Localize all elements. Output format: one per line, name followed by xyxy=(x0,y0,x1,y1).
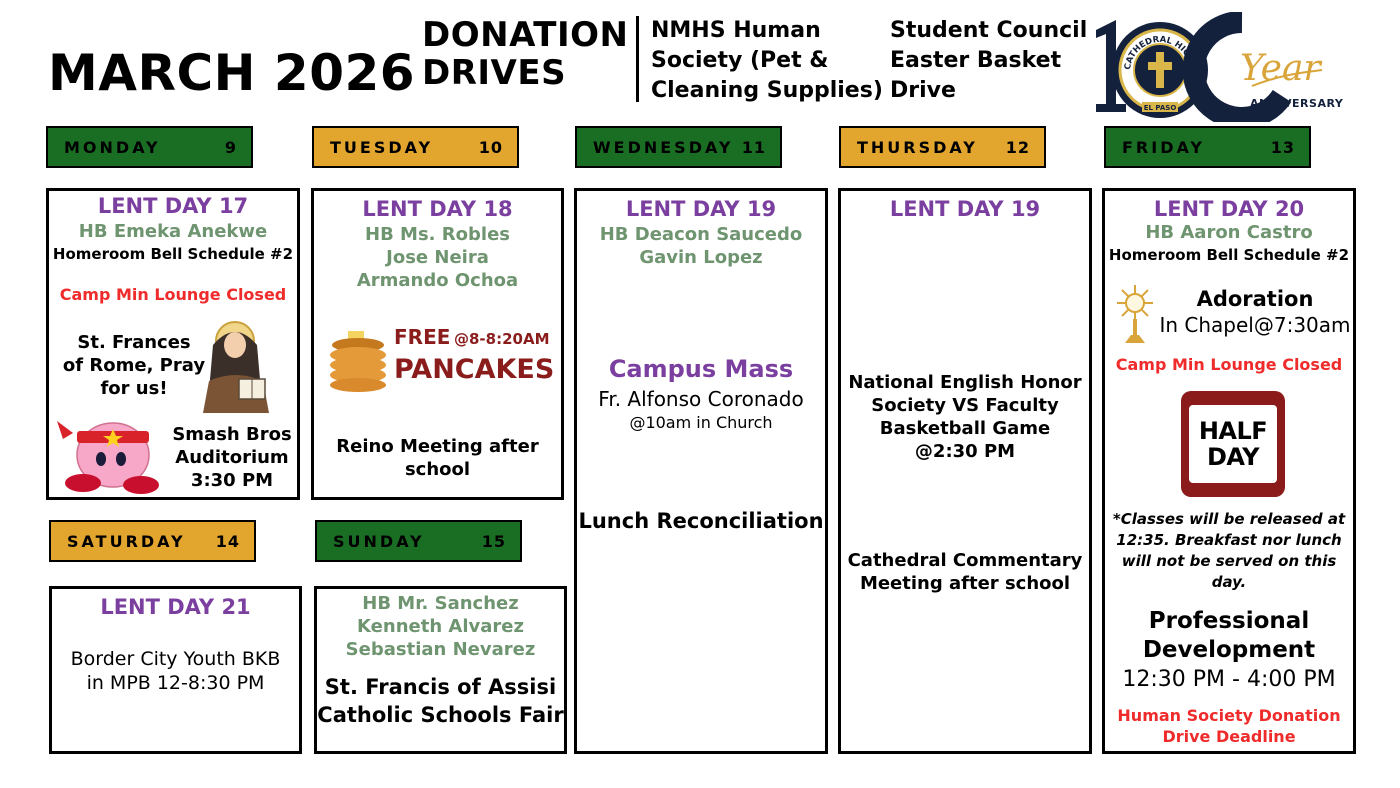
homeroom-blessing: HB Aaron Castro xyxy=(1145,222,1313,243)
adoration-event xyxy=(1155,287,1355,337)
hb-text-line: Kenneth Alvarez xyxy=(357,616,524,637)
game-text-line: National English Honor xyxy=(848,372,1082,393)
game-text-line: Society VS Faculty xyxy=(871,395,1059,416)
hb-text-line: HB Deacon Saucedo xyxy=(599,224,803,245)
pd-text-line: Development xyxy=(1142,637,1316,663)
day-name: WEDNESDAY xyxy=(593,137,734,157)
day-number: 9 xyxy=(224,137,237,157)
homeroom-blessing xyxy=(577,223,825,269)
commentary-text-line: Meeting after school xyxy=(859,573,1071,594)
day-header-wednesday xyxy=(575,126,782,168)
lent-day-label: LENT DAY 18 xyxy=(362,197,513,221)
game-text-line: Basketball Game xyxy=(879,418,1051,439)
header-divider xyxy=(636,16,639,102)
bkb-text-line: in MPB 12-8:30 PM xyxy=(86,672,265,694)
adoration-place: In Chapel@7:30am xyxy=(1159,313,1351,337)
commentary-meeting xyxy=(841,549,1089,595)
day-header-thursday xyxy=(839,126,1046,168)
smash-text-line: Smash Bros xyxy=(172,424,292,445)
pancakes-label: PANCAKES xyxy=(394,354,555,385)
drive-text-line: NMHS Human xyxy=(651,18,821,43)
lent-day-label: LENT DAY 19 xyxy=(889,197,1041,221)
hb-text-line: HB Mr. Sanchez xyxy=(362,593,519,614)
game-text-line: @2:30 PM xyxy=(914,441,1016,462)
saint-illustration xyxy=(199,321,273,413)
day-name: TUESDAY xyxy=(330,137,434,157)
pd-time: 12:30 PM - 4:00 PM xyxy=(1122,667,1336,692)
pancake-time: @8-8:20AM xyxy=(454,330,550,348)
pancakes-icon xyxy=(328,327,388,393)
fair-text-line: Catholic Schools Fair xyxy=(317,703,564,727)
pd-text-line: Professional xyxy=(1148,608,1310,634)
hb-text-line: Sebastian Nevarez xyxy=(345,639,536,660)
smash-text-line: 3:30 PM xyxy=(190,470,274,491)
hb-text-line: HB Ms. Robles xyxy=(365,224,510,245)
day-name: MONDAY xyxy=(64,137,161,157)
drive-text-line: Easter Basket xyxy=(890,48,1062,73)
campus-mass-title: Campus Mass xyxy=(608,355,794,383)
day-number: 11 xyxy=(741,137,766,157)
lounge-closed-notice: Camp Min Lounge Closed xyxy=(1115,355,1343,374)
donation-drive-easter-basket xyxy=(890,16,1100,106)
day-header-friday xyxy=(1104,126,1311,168)
homeroom-blessing xyxy=(317,592,564,661)
homeroom-blessing xyxy=(314,223,561,292)
day-box-thursday xyxy=(838,188,1092,754)
free-label: FREE xyxy=(394,325,451,349)
saint-text-line: St. Frances xyxy=(77,332,191,353)
day-header-sunday xyxy=(315,520,522,562)
saint-prayer xyxy=(59,331,209,400)
day-number: 15 xyxy=(481,531,506,551)
day-box-tuesday xyxy=(311,188,564,500)
drive-text-line: Cleaning Supplies) xyxy=(651,78,883,103)
bkb-text-line: Border City Youth BKB xyxy=(70,648,281,670)
day-box-sunday xyxy=(314,586,567,754)
bell-schedule: Homeroom Bell Schedule #2 xyxy=(52,245,294,263)
homeroom-blessing: HB Emeka Anekwe xyxy=(78,221,268,242)
day-box-monday xyxy=(46,188,300,500)
fair-text-line: St. Francis of Assisi xyxy=(324,675,557,699)
reino-text-line: Reino Meeting after xyxy=(336,436,539,457)
half-day-page xyxy=(1189,405,1277,483)
day-box-friday xyxy=(1102,188,1356,754)
donation-title-line: DONATION xyxy=(422,15,629,55)
lent-day-label: LENT DAY 21 xyxy=(100,595,251,619)
reino-text-line: school xyxy=(404,459,471,480)
mass-celebrant: Fr. Alfonso Coronado xyxy=(598,387,804,411)
day-number: 12 xyxy=(1005,137,1030,157)
day-header-saturday xyxy=(49,520,256,562)
hb-text-line: Jose Neira xyxy=(386,247,489,268)
day-box-saturday xyxy=(49,586,302,754)
day-name: SATURDAY xyxy=(67,531,186,551)
mass-time: @10am in Church xyxy=(629,413,773,432)
deadline-text-line: Drive Deadline xyxy=(1162,727,1296,746)
bell-schedule: Homeroom Bell Schedule #2 xyxy=(1108,246,1350,264)
half-day-icon xyxy=(1181,391,1285,497)
drive-text-line: Drive xyxy=(890,78,956,103)
kirby-illustration xyxy=(53,409,165,495)
half-day-text-line: DAY xyxy=(1206,443,1260,471)
lent-day-label: LENT DAY 17 xyxy=(97,194,249,218)
donation-title-line: DRIVES xyxy=(422,53,567,93)
day-box-wednesday xyxy=(574,188,828,754)
commentary-text-line: Cathedral Commentary xyxy=(847,550,1083,571)
adoration-title: Adoration xyxy=(1196,287,1314,311)
lounge-closed-notice: Camp Min Lounge Closed xyxy=(59,285,287,304)
anniversary-text: ANNIVERSARY xyxy=(1250,97,1344,110)
professional-development xyxy=(1105,607,1353,665)
day-header-tuesday xyxy=(312,126,519,168)
day-number: 10 xyxy=(478,137,503,157)
hb-text-line: Armando Ochoa xyxy=(356,270,519,291)
deadline-text-line: Human Society Donation xyxy=(1117,706,1341,725)
seal-city-text: EL PASO xyxy=(1143,104,1177,112)
smash-bros-event xyxy=(167,423,297,492)
day-number: 13 xyxy=(1270,137,1295,157)
day-header-monday xyxy=(46,126,253,168)
reino-meeting xyxy=(314,435,561,481)
day-name: SUNDAY xyxy=(333,531,425,551)
day-name: FRIDAY xyxy=(1122,137,1205,157)
donation-drive-humane-society xyxy=(651,16,891,106)
schools-fair xyxy=(317,673,564,729)
anniversary-logo-graphic xyxy=(1092,12,1354,122)
lent-day-label: LENT DAY 20 xyxy=(1153,197,1305,221)
anniversary-logo xyxy=(1092,12,1354,122)
saint-text-line: of Rome, Pray xyxy=(62,355,206,376)
hb-text-line: Gavin Lopez xyxy=(639,247,763,268)
half-day-text-line: HALF xyxy=(1198,417,1268,445)
monstrance-icon xyxy=(1115,283,1155,345)
saint-text-line: for us! xyxy=(100,378,168,399)
day-name: THURSDAY xyxy=(857,137,978,157)
half-day-note: *Classes will be released at 12:35. Breakfast nor lunch will not be served on this day. xyxy=(1112,510,1346,591)
basketball-game xyxy=(841,371,1089,463)
year-script-text: Year xyxy=(1240,48,1321,89)
seal-ring-textpath: CATHEDRAL HIGH S xyxy=(1123,34,1198,74)
lent-day-label: LENT DAY 19 xyxy=(625,197,777,221)
bkb-event xyxy=(52,647,299,695)
day-number: 14 xyxy=(215,531,240,551)
donation-deadline xyxy=(1105,705,1353,747)
donation-drives-title xyxy=(422,16,628,92)
smash-text-line: Auditorium xyxy=(175,447,289,468)
page-title: MARCH 2026 xyxy=(48,44,416,102)
drive-text-line: Society (Pet & xyxy=(651,48,829,73)
drive-text-line: Student Council xyxy=(890,18,1088,43)
lunch-reconciliation: Lunch Reconciliation xyxy=(578,509,824,533)
